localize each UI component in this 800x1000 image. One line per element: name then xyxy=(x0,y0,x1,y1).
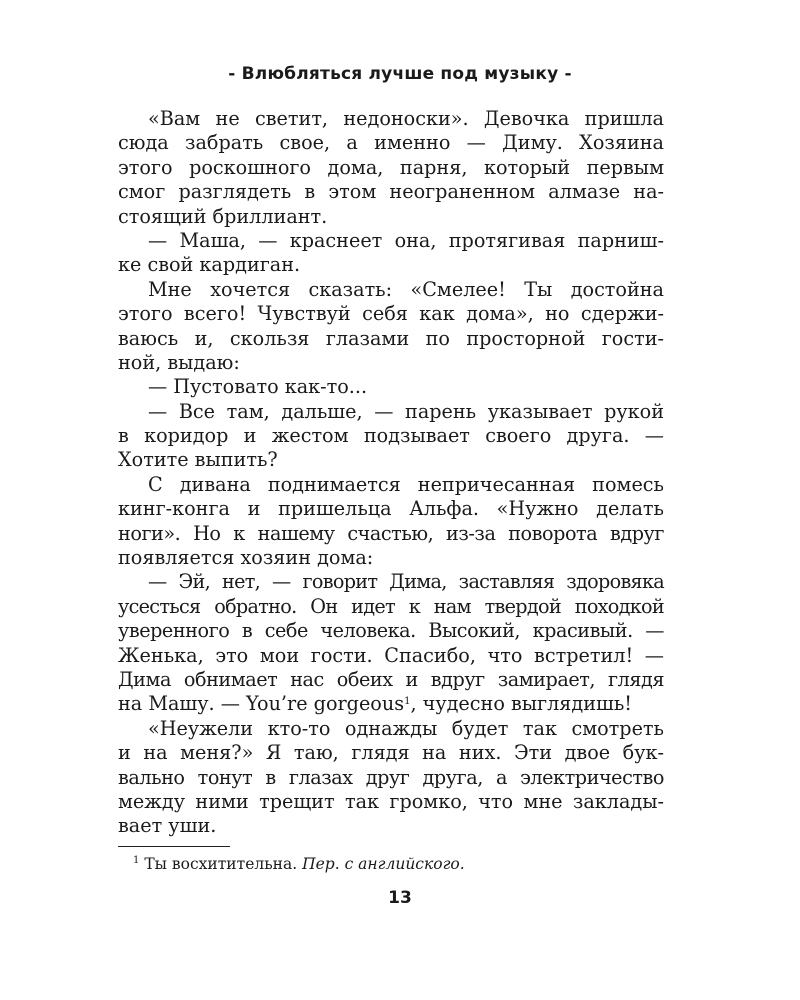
footnote-source: Пер. с английского. xyxy=(302,855,465,873)
footnote xyxy=(133,854,465,874)
text-line: этого роскошного дома, парня, который первым xyxy=(118,155,664,179)
page-number: 13 xyxy=(388,888,412,908)
text-segment: на Машу. — You’re gorgeous xyxy=(118,692,405,716)
text-line: появляется хозяин дома: xyxy=(118,546,374,570)
text-line: «Неужели кто-то однажды будет так смотреть xyxy=(148,716,664,740)
footnote-divider xyxy=(118,846,230,847)
text-line: усесться обратно. Он идет к нам твердой походкой xyxy=(118,594,664,618)
text-line: ной, выдаю: xyxy=(118,350,240,374)
footnote-marker: 1 xyxy=(133,855,140,866)
text-line-with-footnote xyxy=(118,692,664,716)
text-line: «Вам не светит, недоноски». Девочка пришла xyxy=(148,107,664,130)
text-line: смог разглядеть в этом неограненном алмазе на- xyxy=(118,180,664,204)
text-line: С дивана поднимается непричесанная помесь xyxy=(148,472,664,496)
text-line: сюда забрать свое, а именно — Диму. Хозяина xyxy=(118,131,664,155)
text-line: — Эй, нет, — говорит Дима, заставляя здоровяка xyxy=(148,570,664,594)
text-line: вально тонут в глазах друг друга, а электричество xyxy=(118,765,664,789)
text-line: Дима обнимает нас обеих и вдруг замирает, глядя xyxy=(118,667,664,691)
text-line: ваюсь и, скользя глазами по просторной гости- xyxy=(118,326,664,350)
text-line: между ними трещит так громко, что мне заклады- xyxy=(118,789,664,813)
running-head: - Влюбляться лучше под музыку - xyxy=(228,64,572,84)
text-segment: , чудесно выглядишь! xyxy=(410,692,632,716)
text-line: и на меня?» Я таю, глядя на них. Эти двое бук- xyxy=(118,741,664,765)
text-line: — Пустовато как-то... xyxy=(148,375,368,399)
text-line: Хотите выпить? xyxy=(118,448,278,472)
text-line: ке свой кардиган. xyxy=(118,253,301,277)
footnote-text: Ты восхитительна. xyxy=(144,855,298,873)
text-line: Женька, это мои гости. Спасибо, что встретил! — xyxy=(118,643,664,667)
text-line: этого всего! Чувствуй себя как дома», но сдержи- xyxy=(118,302,664,326)
text-line: Мне хочется сказать: «Смелее! Ты достойна xyxy=(148,277,664,301)
body-text xyxy=(118,107,664,839)
text-line: ноги». Но к нашему счастью, из-за поворота вдруг xyxy=(118,521,664,545)
text-line: вает уши. xyxy=(118,814,217,838)
footnote-reference: 1 xyxy=(404,696,411,708)
text-line: стоящий бриллиант. xyxy=(118,204,328,228)
text-line: в коридор и жестом подзывает своего друга. — xyxy=(118,424,664,448)
text-line: — Все там, дальше, — парень указывает рукой xyxy=(148,399,664,423)
text-line: кинг-конга и пришельца Альфа. «Нужно делать xyxy=(118,497,664,521)
text-line: уверенного в себе человека. Высокий, красивый. — xyxy=(118,619,664,643)
text-line: — Маша, — краснеет она, протягивая парниш- xyxy=(148,228,664,252)
